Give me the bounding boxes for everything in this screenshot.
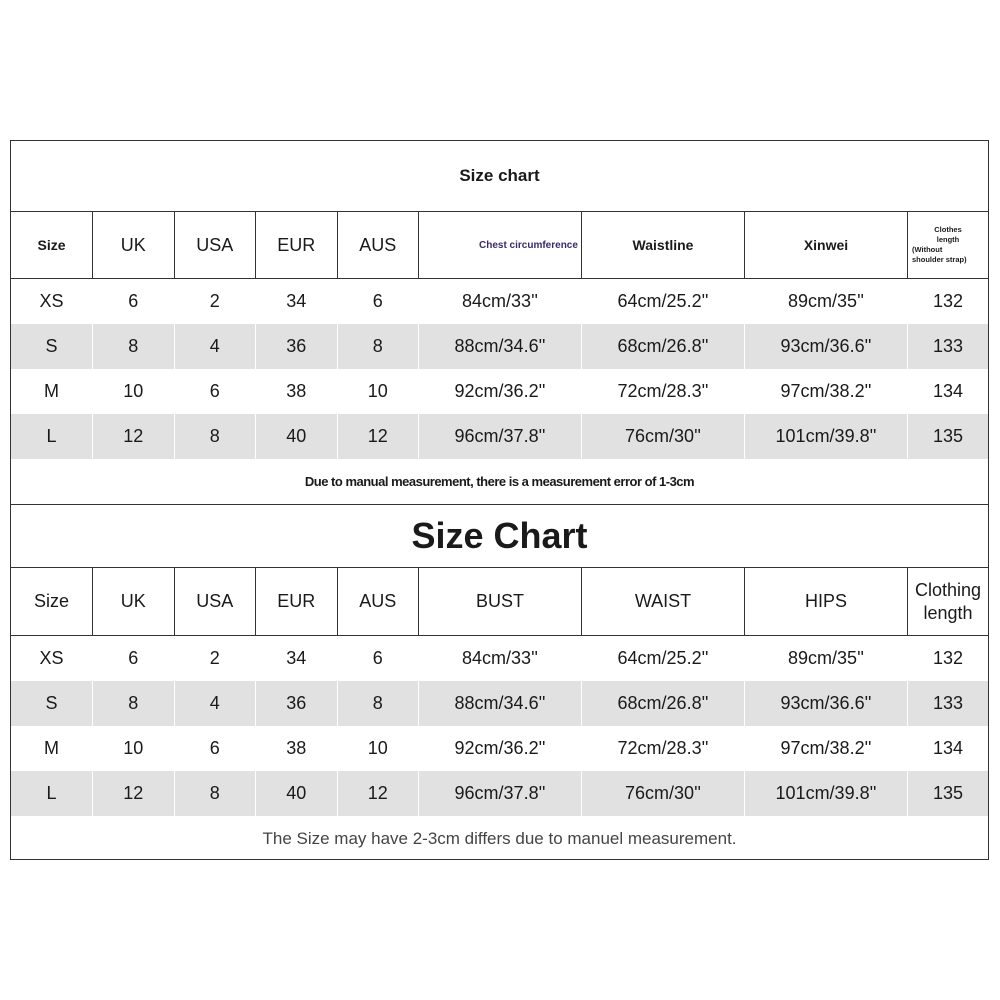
cell: 12 <box>93 771 175 816</box>
col-header-size: Size <box>11 568 93 636</box>
table-row <box>11 324 988 369</box>
chart-title: Size chart <box>11 141 988 212</box>
table-row <box>11 771 988 816</box>
col-header-aus: AUS <box>337 568 419 636</box>
cell: 6 <box>93 279 175 325</box>
size-chart-table-1 <box>11 141 988 505</box>
cell: 89cm/35'' <box>745 279 908 325</box>
col-header-usa: USA <box>174 212 256 279</box>
cell: 84cm/33'' <box>419 636 582 682</box>
cell: 8 <box>337 324 419 369</box>
table-header-row <box>11 568 988 636</box>
cell: 68cm/26.8'' <box>582 324 745 369</box>
cell: 8 <box>174 414 256 459</box>
cell: 8 <box>337 681 419 726</box>
cell: 72cm/28.3'' <box>582 726 745 771</box>
cell: 34 <box>256 279 338 325</box>
cell: S <box>11 681 93 726</box>
col-header-usa: USA <box>174 568 256 636</box>
col-header-uk: UK <box>93 568 175 636</box>
cell: M <box>11 369 93 414</box>
cell: 134 <box>932 738 964 758</box>
cell: 96cm/37.8'' <box>419 771 582 816</box>
cell: 134 <box>932 381 964 401</box>
cell: 4 <box>174 324 256 369</box>
col-header-clothes-length <box>908 212 989 279</box>
cell: 6 <box>337 279 419 325</box>
cell: 6 <box>93 636 175 682</box>
cell: 64cm/25.2'' <box>582 636 745 682</box>
cell: XS <box>11 636 93 682</box>
cell: 97cm/38.2'' <box>745 726 908 771</box>
col-header-eur: EUR <box>256 568 338 636</box>
col-header-uk: UK <box>93 212 175 279</box>
col-header-eur: EUR <box>256 212 338 279</box>
cell: 40 <box>256 414 338 459</box>
cell: 36 <box>256 681 338 726</box>
cell: 88cm/34.6'' <box>419 681 582 726</box>
measurement-note: The Size may have 2-3cm differs due to manuel measurement. <box>262 828 737 848</box>
col-header-aus: AUS <box>337 212 419 279</box>
size-chart-table-2 <box>11 505 988 861</box>
table-row <box>11 636 988 682</box>
cell: 89cm/35'' <box>745 636 908 682</box>
col-header-waistline: Waistline <box>582 212 745 279</box>
cell: 76cm/30'' <box>582 771 745 816</box>
col-header-xinwei: Xinwei <box>745 212 908 279</box>
cell: XS <box>11 279 93 325</box>
cell: S <box>11 324 93 369</box>
cell: 101cm/39.8'' <box>745 771 908 816</box>
cell: 2 <box>174 279 256 325</box>
col-header-clothing-length: Clothing length <box>908 568 989 636</box>
cell: 135 <box>908 414 989 459</box>
table-row <box>11 279 988 325</box>
cell: 72cm/28.3'' <box>582 369 745 414</box>
cell: 93cm/36.6'' <box>745 681 908 726</box>
col-header-bust: BUST <box>419 568 582 636</box>
cell: 38 <box>256 726 338 771</box>
cell: 88cm/34.6'' <box>419 324 582 369</box>
cell: 6 <box>337 636 419 682</box>
size-chart-panel <box>10 140 989 860</box>
cell: 10 <box>93 726 175 771</box>
cell: 92cm/36.2'' <box>419 726 582 771</box>
clothes-length-line2: length <box>936 235 960 244</box>
cell: 132 <box>932 648 964 668</box>
cell: 6 <box>174 369 256 414</box>
cell: 2 <box>174 636 256 682</box>
clothes-length-line4: shoulder strap) <box>912 255 967 264</box>
table-row <box>11 681 988 726</box>
cell: 38 <box>256 369 338 414</box>
cell: M <box>11 726 93 771</box>
cell: 8 <box>174 771 256 816</box>
cell: 10 <box>337 369 419 414</box>
cell: 12 <box>93 414 175 459</box>
cell: 101cm/39.8'' <box>745 414 908 459</box>
table-header-row <box>11 212 988 279</box>
clothes-length-line3: (Without <box>912 245 943 254</box>
cell: 36 <box>256 324 338 369</box>
cell: 4 <box>174 681 256 726</box>
col-header-waist: WAIST <box>582 568 745 636</box>
cell: 133 <box>908 681 989 726</box>
clothes-length-line1: Clothes <box>934 225 962 234</box>
cell: 64cm/25.2'' <box>582 279 745 325</box>
table-row <box>11 369 988 414</box>
cell: 10 <box>93 369 175 414</box>
cell: 133 <box>908 324 989 369</box>
cell: 132 <box>932 291 964 311</box>
cell: L <box>11 771 93 816</box>
col-header-size: Size <box>11 212 93 279</box>
cell: 93cm/36.6'' <box>745 324 908 369</box>
table-row <box>11 726 988 771</box>
cell: 84cm/33'' <box>419 279 582 325</box>
measurement-note: Due to manual measurement, there is a measurement error of 1-3cm <box>11 459 988 505</box>
col-header-chest: Chest circumference <box>419 212 582 279</box>
cell: 12 <box>337 771 419 816</box>
cell: 96cm/37.8'' <box>419 414 582 459</box>
cell: 8 <box>93 324 175 369</box>
cell: 6 <box>174 726 256 771</box>
cell: 12 <box>337 414 419 459</box>
cell: 92cm/36.2'' <box>419 369 582 414</box>
table-row <box>11 414 988 459</box>
cell: 40 <box>256 771 338 816</box>
cell: 76cm/30'' <box>582 414 745 459</box>
cell: 34 <box>256 636 338 682</box>
cell: 97cm/38.2'' <box>745 369 908 414</box>
col-header-hips: HIPS <box>745 568 908 636</box>
cell: 68cm/26.8'' <box>582 681 745 726</box>
cell: L <box>11 414 93 459</box>
cell: 10 <box>337 726 419 771</box>
chart-title: Size Chart <box>11 505 988 568</box>
cell: 8 <box>93 681 175 726</box>
cell: 135 <box>908 771 989 816</box>
